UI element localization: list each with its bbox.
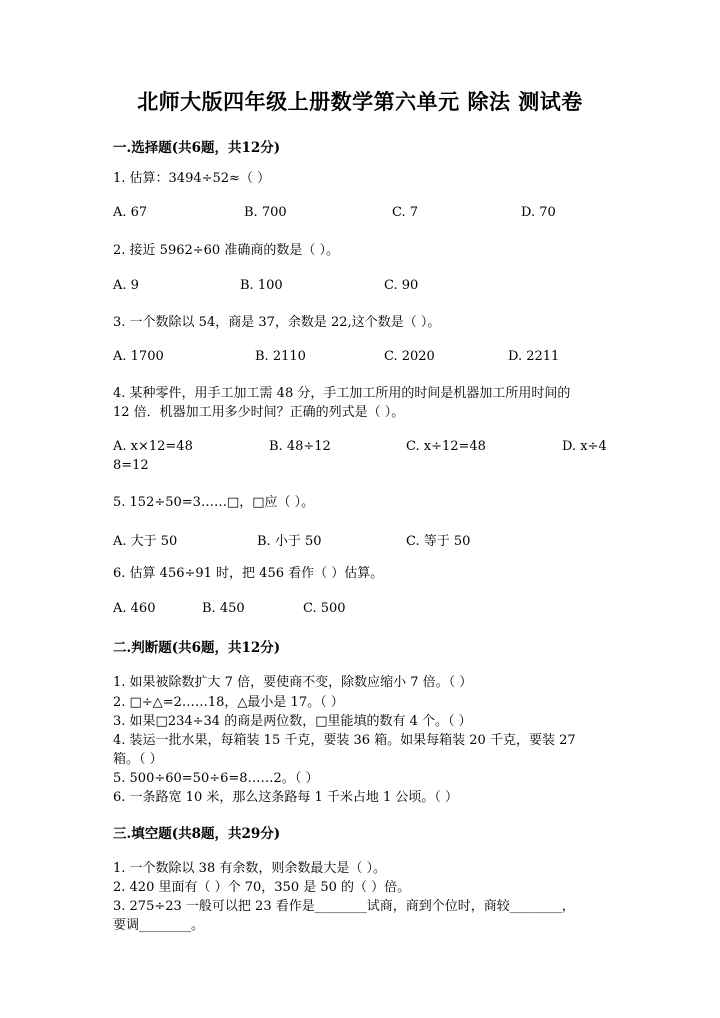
judgement-item-6: 6. 一条路宽 10 米，那么这条路每 1 千米占地 1 公顷。（ ） <box>113 790 459 805</box>
option-5c: C. 等于 50 <box>406 534 471 549</box>
option-4d: D. x÷4 <box>562 439 607 454</box>
question-6: 6. 估算 456÷91 时，把 456 看作（ ）估算。 <box>113 566 384 581</box>
option-2a: A. 9 <box>113 278 139 293</box>
question-5: 5. 152÷50=3……□，□应（ ）。 <box>113 495 315 510</box>
option-1a: A. 67 <box>113 205 148 220</box>
judgement-item-5: 5. 500÷60=50÷6=8……2。（ ） <box>113 771 319 786</box>
question-4-line2: 12 倍．机器加工用多少时间？正确的列式是（ ）。 <box>113 405 405 420</box>
section-heading-choice: 一.选择题(共6题，共12分) <box>113 140 281 156</box>
section-heading-judgement: 二.判断题(共6题，共12分) <box>113 640 281 656</box>
page-title: 北师大版四年级上册数学第六单元 除法 测试卷 <box>137 89 583 114</box>
option-3b: B. 2110 <box>255 349 306 364</box>
judgement-item-1: 1. 如果被除数扩大 7 倍，要使商不变，除数应缩小 7 倍。（ ） <box>113 675 473 690</box>
option-4d-wrap: 8=12 <box>113 458 149 473</box>
option-1d: D. 70 <box>521 205 556 220</box>
fill-item-1: 1. 一个数除以 38 有余数，则余数最大是（ ）。 <box>113 861 386 876</box>
option-3c: C. 2020 <box>384 349 435 364</box>
question-4-line1: 4. 某种零件，用手工加工需 48 分，手工加工所用的时间是机器加工所用时间的 <box>113 386 571 401</box>
option-4b: B. 48÷12 <box>269 439 331 454</box>
option-5a: A. 大于 50 <box>113 534 178 549</box>
option-5b: B. 小于 50 <box>257 534 322 549</box>
section-heading-fill-blank: 三.填空题(共8题，共29分) <box>113 826 281 842</box>
judgement-item-4: 4. 装运一批水果，每箱装 15 千克，要装 36 箱。如果每箱装 20 千克，要装 27 <box>113 733 576 748</box>
judgement-item-4-wrap: 箱。（ ） <box>113 752 163 767</box>
option-4a: A. x×12=48 <box>113 439 193 454</box>
option-6a: A. 460 <box>113 601 156 616</box>
question-3: 3. 一个数除以 54，商是 37，余数是 22,这个数是（ ）。 <box>113 315 441 330</box>
option-2b: B. 100 <box>240 278 283 293</box>
judgement-item-2: 2. □÷△=2……18，△最小是 17。（ ） <box>113 695 344 710</box>
option-6c: C. 500 <box>303 601 346 616</box>
option-2c: C. 90 <box>384 278 419 293</box>
fill-item-3: 3. 275÷23 一般可以把 23 看作是________试商，商到个位时，商较________， <box>113 899 575 914</box>
option-4c: C. x÷12=48 <box>406 439 486 454</box>
option-3a: A. 1700 <box>113 349 164 364</box>
option-1c: C. 7 <box>392 205 419 220</box>
option-6b: B. 450 <box>202 601 245 616</box>
fill-item-3-wrap: 要调________。 <box>113 918 205 933</box>
fill-item-2: 2. 420 里面有（ ）个 70，350 是 50 的（ ）倍。 <box>113 880 411 895</box>
option-1b: B. 700 <box>244 205 287 220</box>
question-1: 1. 估算：3494÷52≈（ ） <box>113 171 271 186</box>
question-2: 2. 接近 5962÷60 准确商的数是（ ）。 <box>113 243 339 258</box>
option-3d: D. 2211 <box>508 349 560 364</box>
judgement-item-3: 3. 如果□234÷34 的商是两位数，□里能填的数有 4 个。（ ） <box>113 714 472 729</box>
